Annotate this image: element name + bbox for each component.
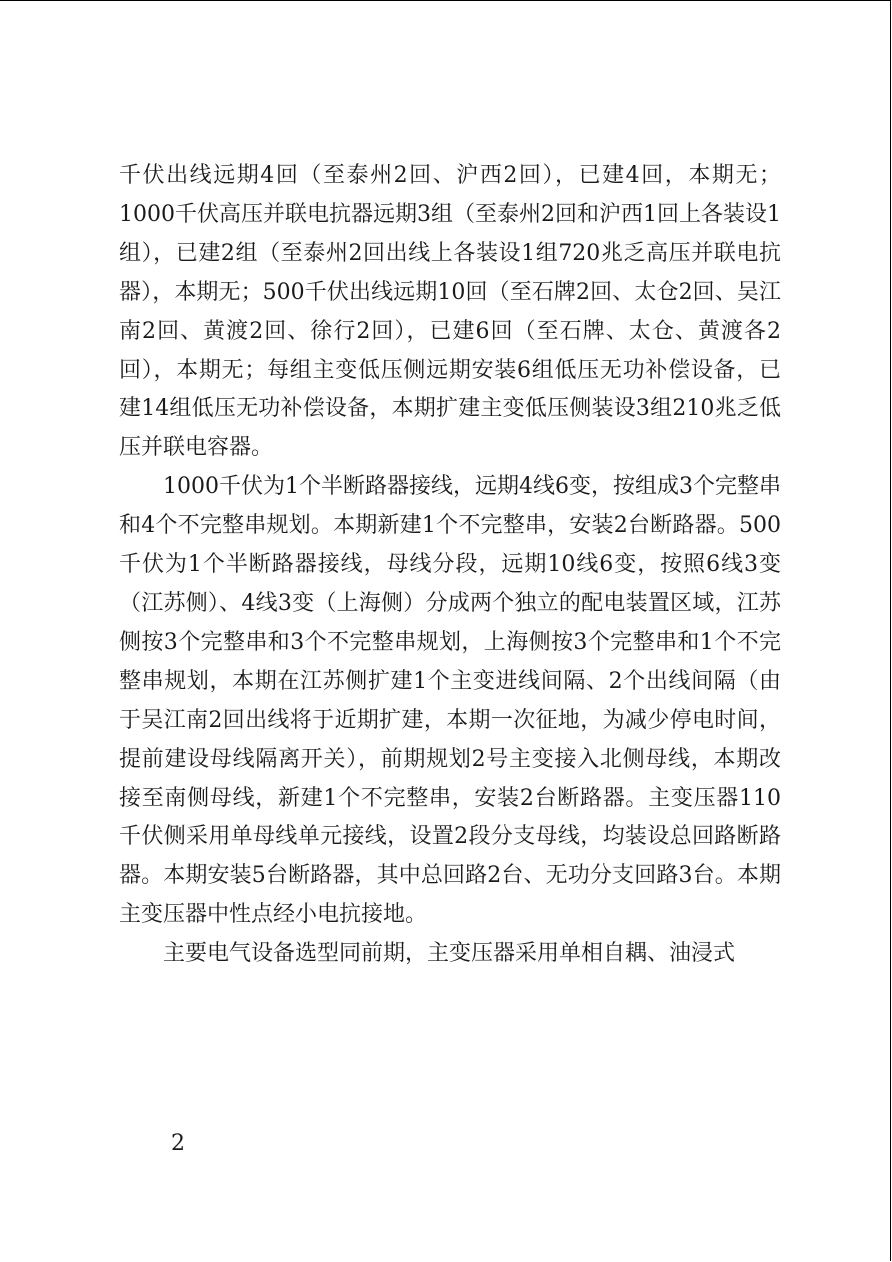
- paragraph-equipment: 主要电气设备选型同前期，主变压器采用单相自耦、油浸式: [163, 941, 736, 967]
- document-body: [119, 157, 781, 974]
- page-number: 2: [171, 1131, 185, 1156]
- paragraph-continuation: 千伏出线远期4回（至泰州2回、沪西2回），已建4回，本期无；1000千伏高压并联电抗器远期3组（至泰州2回和沪西1回上各装设1组），已建2组（至泰州2回出线上各装设1组720兆乏高压并联电抗器），本期无；500千伏出线远期10回（至石牌2回、太仓2回、吴江南2回、黄渡2回、徐行2回），已建6回（至石牌、太仓、黄渡各2回），本期无；每组主变低压侧远期安装6组低压无功补偿设备，已建14组低压无功补偿设备，本期扩建主变低压侧装设3组210兆乏低压并联电容器。: [119, 163, 781, 461]
- paragraph-wiring: 1000千伏为1个半断路器接线，远期4线6变，按组成3个完整串和4个不完整串规划。本期新建1个不完整串，安装2台断路器。500千伏为1个半断路器接线，母线分段，远期10线6变，按照6线3变（江苏侧）、4线3变（上海侧）分成两个独立的配电装置区域，江苏侧按3个完整串和3个不完整串规划，上海侧按3个完整串和1个不完整串规划，本期在江苏侧扩建1个主变进线间隔、2个出线间隔（由于吴江南2回出线将于近期扩建，本期一次征地，为减少停电时间，提前建设母线隔离开关），前期规划2号主变接入北侧母线，本期改接至南侧母线，新建1个不完整串，安装2台断路器。主变压器110千伏侧采用单母线单元接线，设置2段分支母线，均装设总回路断路器。本期安装5台断路器，其中总回路2台、无功分支回路3台。本期主变压器中性点经小电抗接地。: [119, 474, 781, 928]
